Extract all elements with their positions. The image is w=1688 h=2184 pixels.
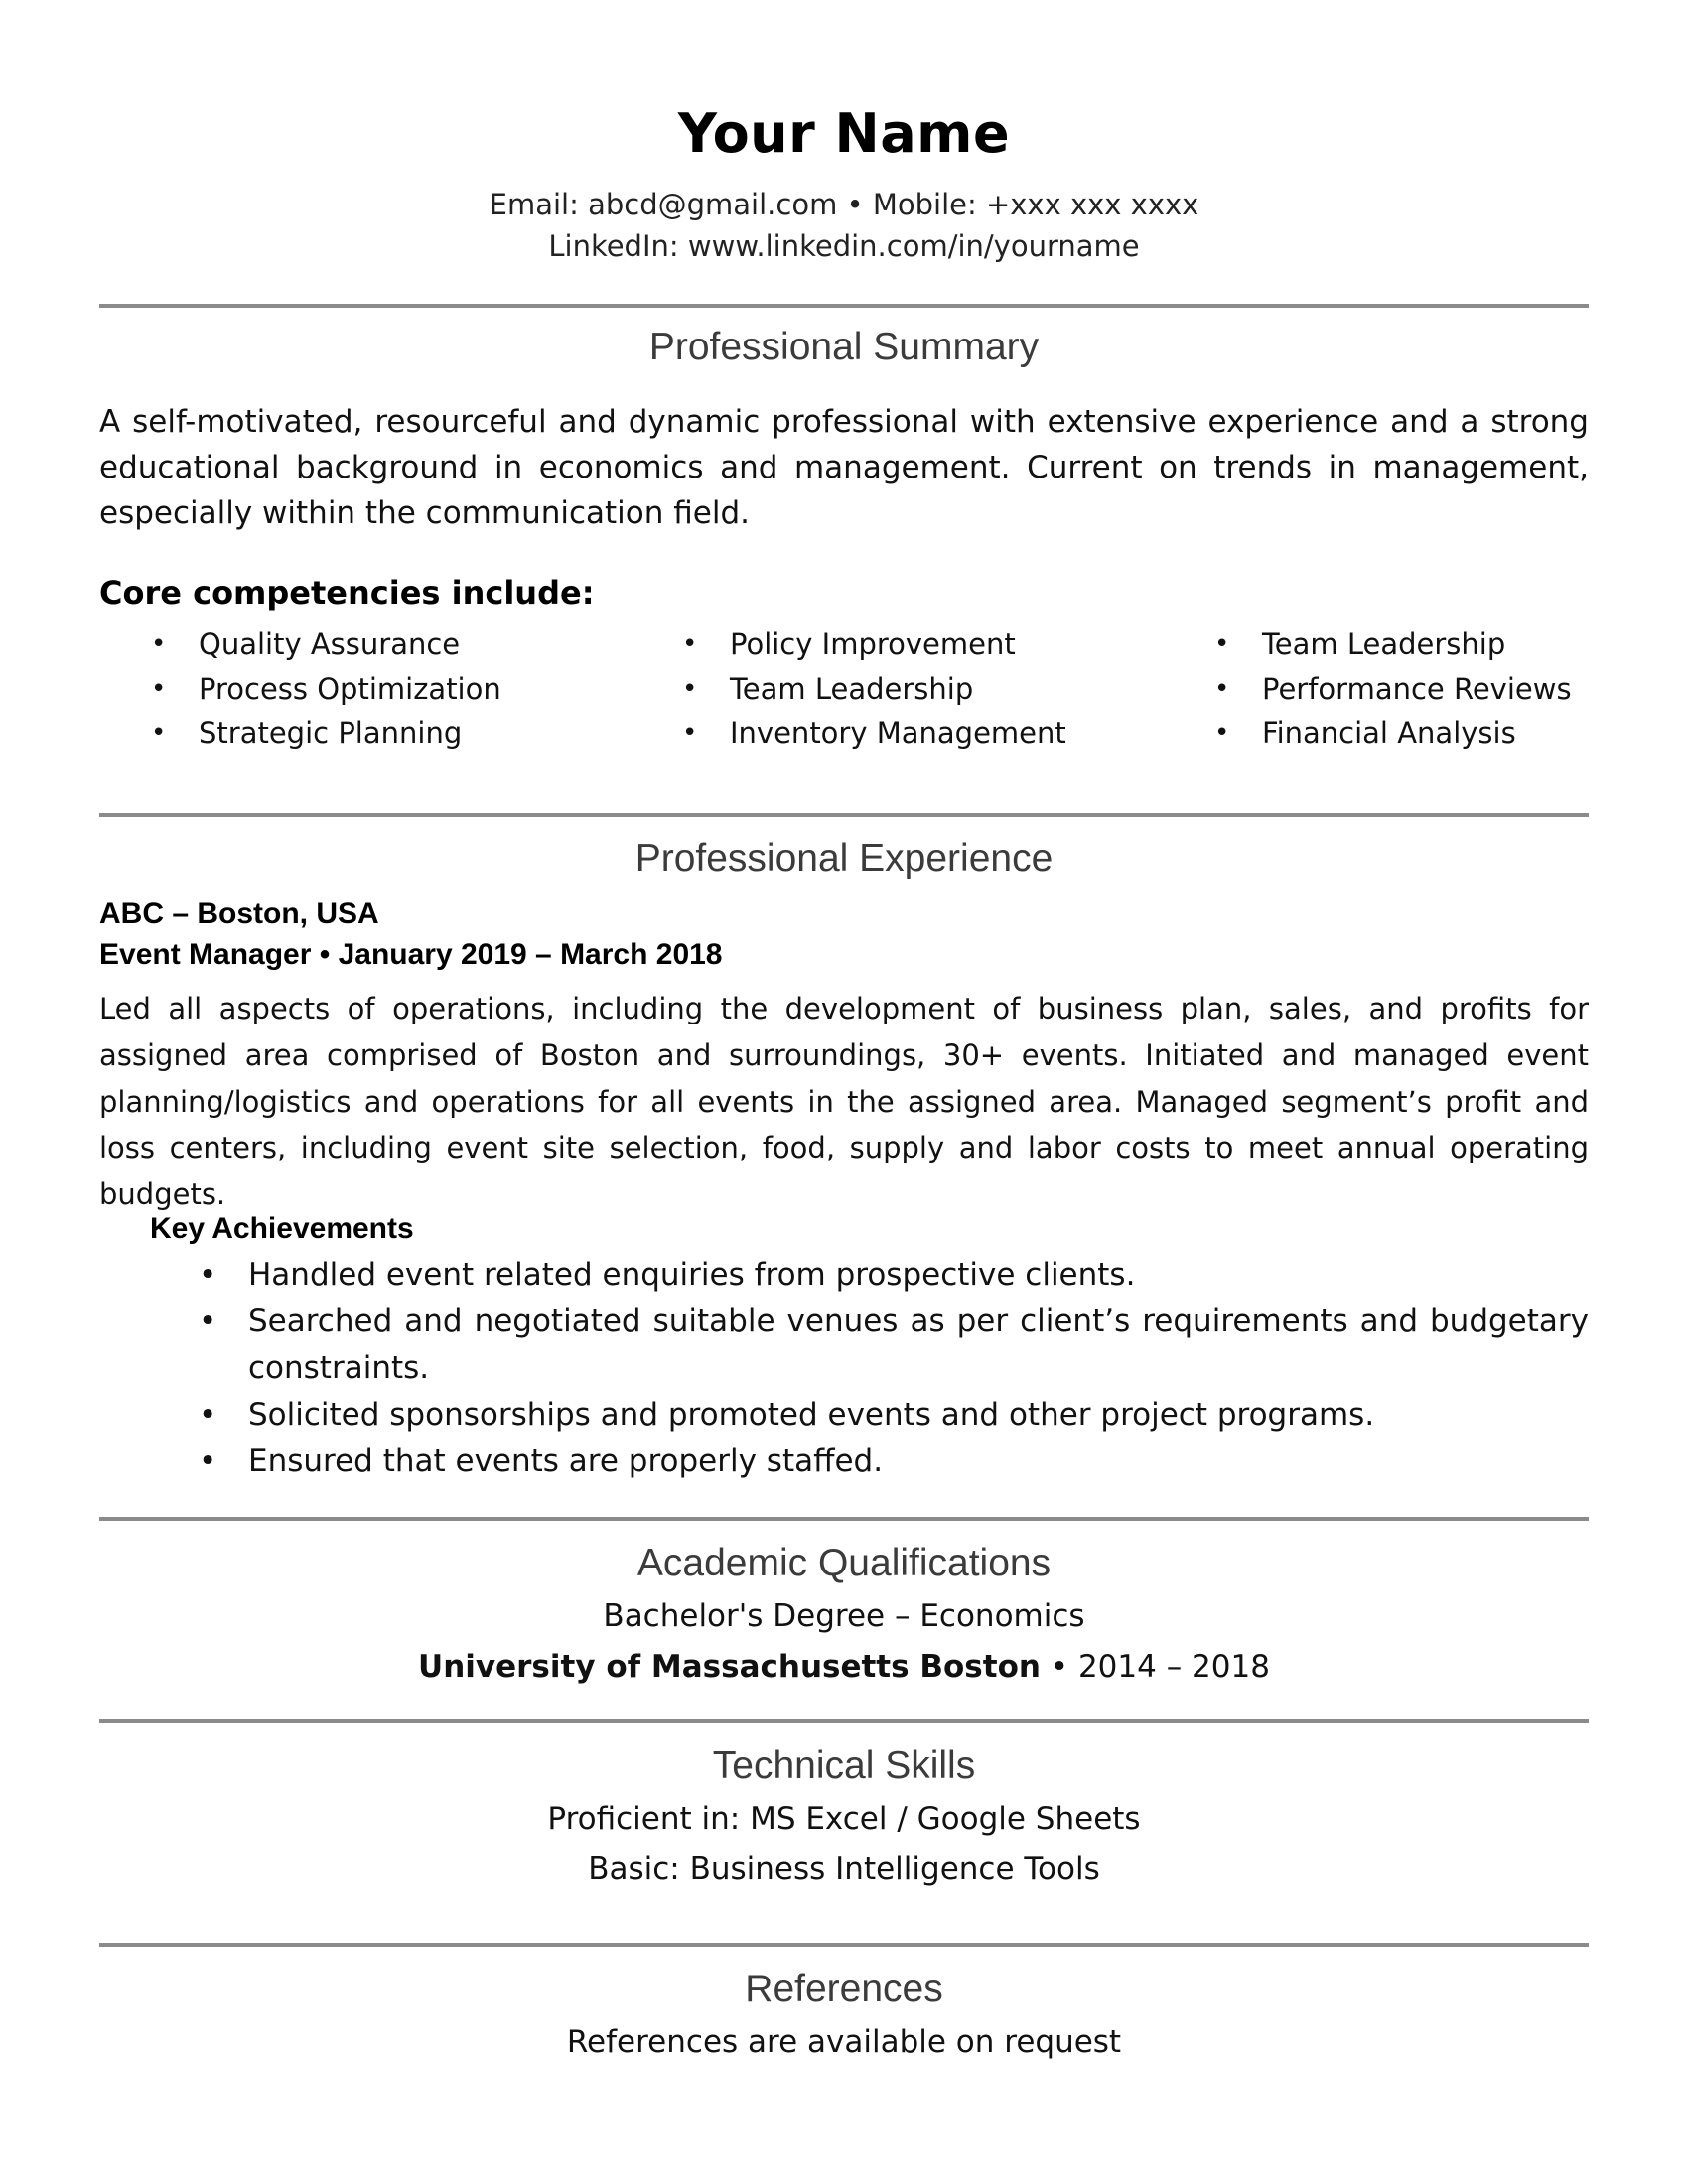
bullet-icon: • (151, 718, 167, 748)
contact-line-email-mobile: Email: abcd@gmail.com • Mobile: +xxx xxx xxxx (489, 188, 1199, 221)
experience-description: Led all aspects of operations, including the development of business plan, sales, and profits for assigned area comprised of Boston and surroundings, 30+ events. Initiated and managed event planning/logistics and operations for all events in the assigned area. Managed segment’s profit and loss centers, including event site selection, food, supply and labor costs to meet annual operating budgets. (99, 992, 1589, 1212)
education-years: 2014 – 2018 (1077, 1649, 1270, 1685)
contact-line-linkedin: LinkedIn: www.linkedin.com/in/yourname (548, 229, 1140, 263)
bullet-icon: • (1214, 629, 1230, 659)
divider (99, 813, 1589, 817)
separator: • (1050, 1649, 1069, 1685)
list-item: • Ensured that events are properly staffed. (99, 1438, 1589, 1485)
skills-line-basic: Basic: Business Intelligence Tools (588, 1851, 1100, 1887)
resume-page (99, 0, 1589, 2184)
university-name: University of Massachusetts Boston (418, 1649, 1041, 1685)
section-title-skills: Technical Skills (712, 1744, 976, 1787)
list-item: • Policy Improvement (631, 622, 1147, 667)
bullet-icon: • (199, 1257, 217, 1293)
section-title-summary: Professional Summary (648, 326, 1040, 368)
competencies-column-3 (1163, 622, 1679, 755)
key-achievements-title: Key Achievements (150, 1212, 414, 1245)
bullet-icon: • (199, 1303, 217, 1339)
competencies-column-1 (99, 622, 616, 755)
summary-text: A self-motivated, resourceful and dynamic professional with extensive experience and a strong educational background in economics and management. Current on trends in management, especially within the communication field. (99, 404, 1589, 531)
list-item: • Performance Reviews (1163, 667, 1679, 712)
list-item: • Financial Analysis (1163, 711, 1679, 755)
skills-line-proficient: Proficient in: MS Excel / Google Sheets (547, 1801, 1141, 1837)
divider (99, 1517, 1589, 1521)
company-line: ABC – Boston, USA (99, 897, 379, 930)
bullet-icon: • (682, 718, 698, 748)
resume-name: Your Name (677, 102, 1011, 165)
bullet-icon: • (682, 673, 698, 704)
section-title-education: Academic Qualifications (636, 1542, 1052, 1584)
bullet-icon: • (1214, 718, 1230, 748)
references-text: References are available on request (566, 2024, 1122, 2060)
degree-line: Bachelor's Degree – Economics (603, 1598, 1085, 1634)
divider (99, 1719, 1589, 1723)
divider (99, 304, 1589, 308)
bullet-icon: • (682, 629, 698, 659)
list-item: • Process Optimization (99, 667, 616, 712)
key-achievements-list (99, 1252, 1589, 1485)
list-item: • Inventory Management (631, 711, 1147, 755)
bullet-icon: • (1214, 673, 1230, 704)
competencies-column-2 (631, 622, 1147, 755)
bullet-icon: • (151, 673, 167, 704)
bullet-icon: • (199, 1397, 217, 1433)
list-item: • Team Leadership (1163, 622, 1679, 667)
list-item: • Team Leadership (631, 667, 1147, 712)
bullet-icon: • (151, 629, 167, 659)
section-title-references: References (745, 1968, 943, 2010)
bullet-icon: • (199, 1443, 217, 1479)
list-item: • Solicited sponsorships and promoted events and other project programs. (99, 1392, 1589, 1438)
list-item: • Strategic Planning (99, 711, 616, 755)
list-item: • Quality Assurance (99, 622, 616, 667)
university-line (99, 1649, 1589, 1685)
competencies-heading: Core competencies include: (99, 574, 595, 612)
role-line: Event Manager • January 2019 – March 2018 (99, 938, 723, 971)
section-title-experience: Professional Experience (634, 837, 1054, 880)
list-item: • Searched and negotiated suitable venues as per client’s requirements and budgetary constraints. (99, 1298, 1589, 1392)
divider (99, 1943, 1589, 1947)
list-item: • Handled event related enquiries from prospective clients. (99, 1252, 1589, 1298)
